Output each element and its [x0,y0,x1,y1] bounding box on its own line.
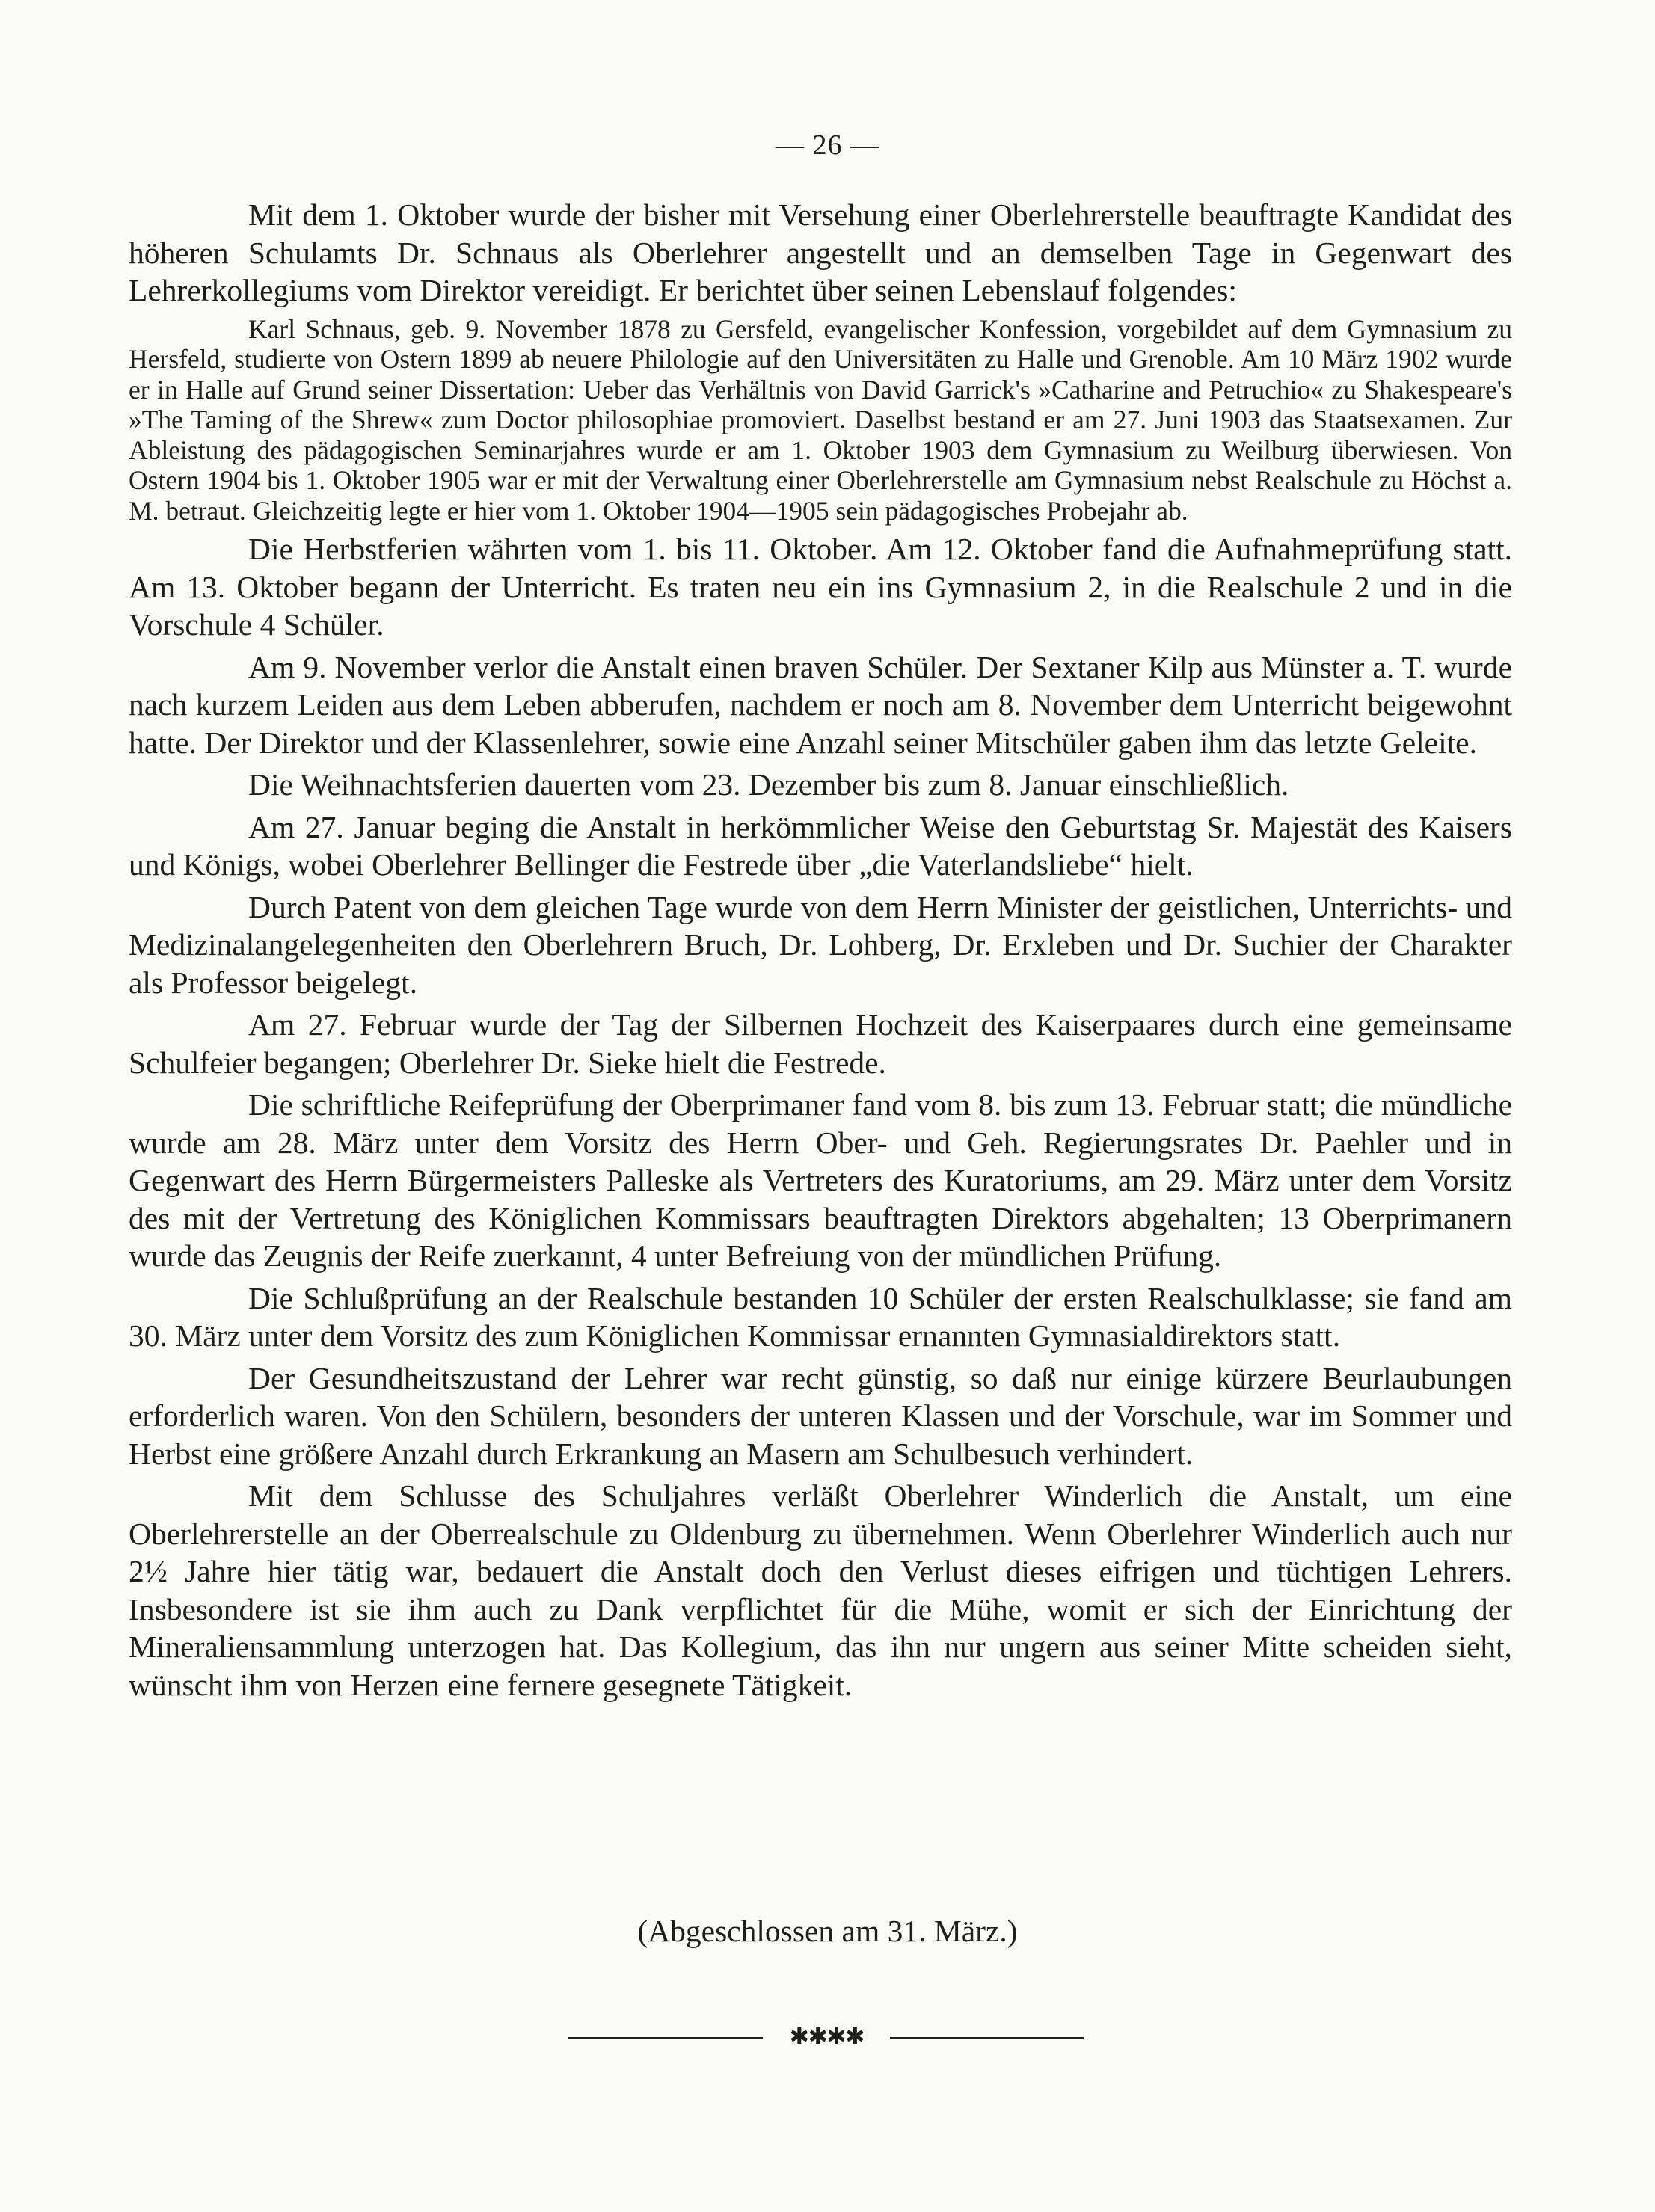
closing-note: (Abgeschlossen am 31. März.) [637,1914,1018,1948]
paragraph-weihnachtsferien: Die Weihnachtsferien dauerten vom 23. Dezember bis zum 8. Januar einschließlich. [248,767,1289,802]
body-text [129,196,1512,1708]
paragraph-kilp: Am 9. November verlor die Anstalt einen braven Schüler. Der Sextaner Kilp aus Münster a. T. wurde nach kurzem Leiden aus dem Leben abberufen, nachdem er noch am 8. November dem Unterricht beigewohnt hatte. Der Direktor und der Klassenlehrer, sowie eine Anzahl seiner Mitschüler gaben ihm das letzte Geleite. [129,649,1512,760]
paragraph-patent: Durch Patent von dem gleichen Tage wurde von dem Herrn Minister der geistlichen, Unterrichts- und Medizinalangelegenheiten den Oberlehrern Bruch, Dr. Lohberg, Dr. Erxleben und Dr. Suchier der Charakter als Professor beigelegt. [129,889,1512,1000]
paragraph-winderlich: Mit dem Schlusse des Schuljahres verläßt Oberlehrer Winderlich die Anstalt, um eine Oberlehrerstelle an der Oberrealschule zu Oldenburg zu übernehmen. Wenn Oberlehrer Winderlich auch nur 2½ Jahre hier tätig war, bedauert die Anstalt doch den Verlust dieses eifrigen und tüchtigen Lehrers. Insbesondere ist sie ihm auch zu Dank verpflichtet für die Mühe, womit er sich der Einrichtung der Mineraliensammlung unterzogen hat. Das Kollegium, das ihn nur ungern aus seiner Mitte scheiden sieht, wünscht ihm von Herzen eine fernere gesegnete Tätigkeit. [129,1478,1512,1702]
page-number: — 26 — [776,129,879,161]
paragraph-gesundheit: Der Gesundheitszustand der Lehrer war recht günstig, so daß nur einige kürzere Beurlaubungen erforderlich waren. Von den Schülern, besonders der unteren Klassen und der Vorschule, war im Sommer und Herbst eine größere Anzahl durch Erkrankung an Masern am Schulbesuch verhindert. [129,1360,1512,1471]
paragraph-reifepruefung: Die schriftliche Reifeprüfung der Oberprimaner fand vom 8. bis zum 13. Februar statt; die mündliche wurde am 28. März unter dem Vorsitz des Herrn Ober- und Geh. Regierungsrates Dr. Paehler und in Gegenwart des Herrn Bürgermeisters Palleske als Vertreters des Kuratoriums, am 29. März unter dem Vorsitz des mit der Vertretung des Königlichen Kommissars beauftragten Direktors abgehalten; 13 Oberprimanern wurde das Zeugnis der Reife zuerkannt, 4 unter Befreiung von der mündlichen Prüfung. [129,1087,1512,1273]
paragraph-schnaus-appointment: Mit dem 1. Oktober wurde der bisher mit Versehung einer Oberlehrerstelle beauftragte Kandidat des höheren Schulamts Dr. Schnaus als Oberlehrer angestellt und an demselben Tage in Gegenwart des Lehrerkollegiums vom Direktor vereidigt. Er berichtet über seinen Lebenslauf folgendes: [129,197,1512,307]
paragraph-kaisergeburtstag: Am 27. Januar beging die Anstalt in herkömmlicher Weise den Geburtstag Sr. Majestät des Kaisers und Königs, wobei Oberlehrer Bellinger die Festrede über „die Vaterlandsliebe“ hielt. [129,809,1512,882]
ornamental-rule [568,2022,1084,2050]
paragraph-herbstferien: Die Herbstferien währten vom 1. bis 11. Oktober. Am 12. Oktober fand die Aufnahmeprüfung statt. Am 13. Oktober begann der Unterricht. Es traten neu ein ins Gymnasium 2, in die Realschule 2 und in die Vorschule 4 Schüler. [129,532,1512,642]
paragraph-schlusspruefung: Die Schlußprüfung an der Realschule bestanden 10 Schüler der ersten Realschulklasse; sie fand am 30. März unter dem Vorsitz des zum Königlichen Kommissar ernannten Gymnasialdirektors statt. [129,1280,1512,1353]
ornament-icon: ✱✱✱✱ [789,2022,864,2050]
paragraph-schnaus-lebenslauf: Karl Schnaus, geb. 9. November 1878 zu Gersfeld, evangelischer Konfession, vorgebildet auf dem Gymnasium zu Hersfeld, studierte von Ostern 1899 ab neuere Philologie auf den Universitäten zu Halle und Grenoble. Am 10 März 1902 wurde er in Halle auf Grund seiner Dissertation: Ueber das Verhältnis von David Garrick's »Catharine and Petruchio« zu Shakespeare's »The Taming of the Shrew« zum Doctor philosophiae promoviert. Daselbst bestand er am 27. Juni 1903 das Staatsexamen. Zur Ableistung des pädagogischen Seminarjahres wurde er am 1. Oktober 1903 dem Gymnasium zu Weilburg überwiesen. Von Ostern 1904 bis 1. Oktober 1905 war er mit der Verwaltung einer Oberlehrerstelle am Gymnasium nebst Realschule zu Höchst a. M. betraut. Gleichzeitig legte er hier vom 1. Oktober 1904—1905 sein pädagogisches Probejahr ab. [129,313,1512,526]
paragraph-silberne-hochzeit: Am 27. Februar wurde der Tag der Silbernen Hochzeit des Kaiserpaares durch eine gemeinsame Schulfeier begangen; Oberlehrer Dr. Sieke hielt die Festrede. [129,1007,1512,1080]
rule-line-left [568,2037,763,2039]
rule-line-right [890,2037,1084,2039]
